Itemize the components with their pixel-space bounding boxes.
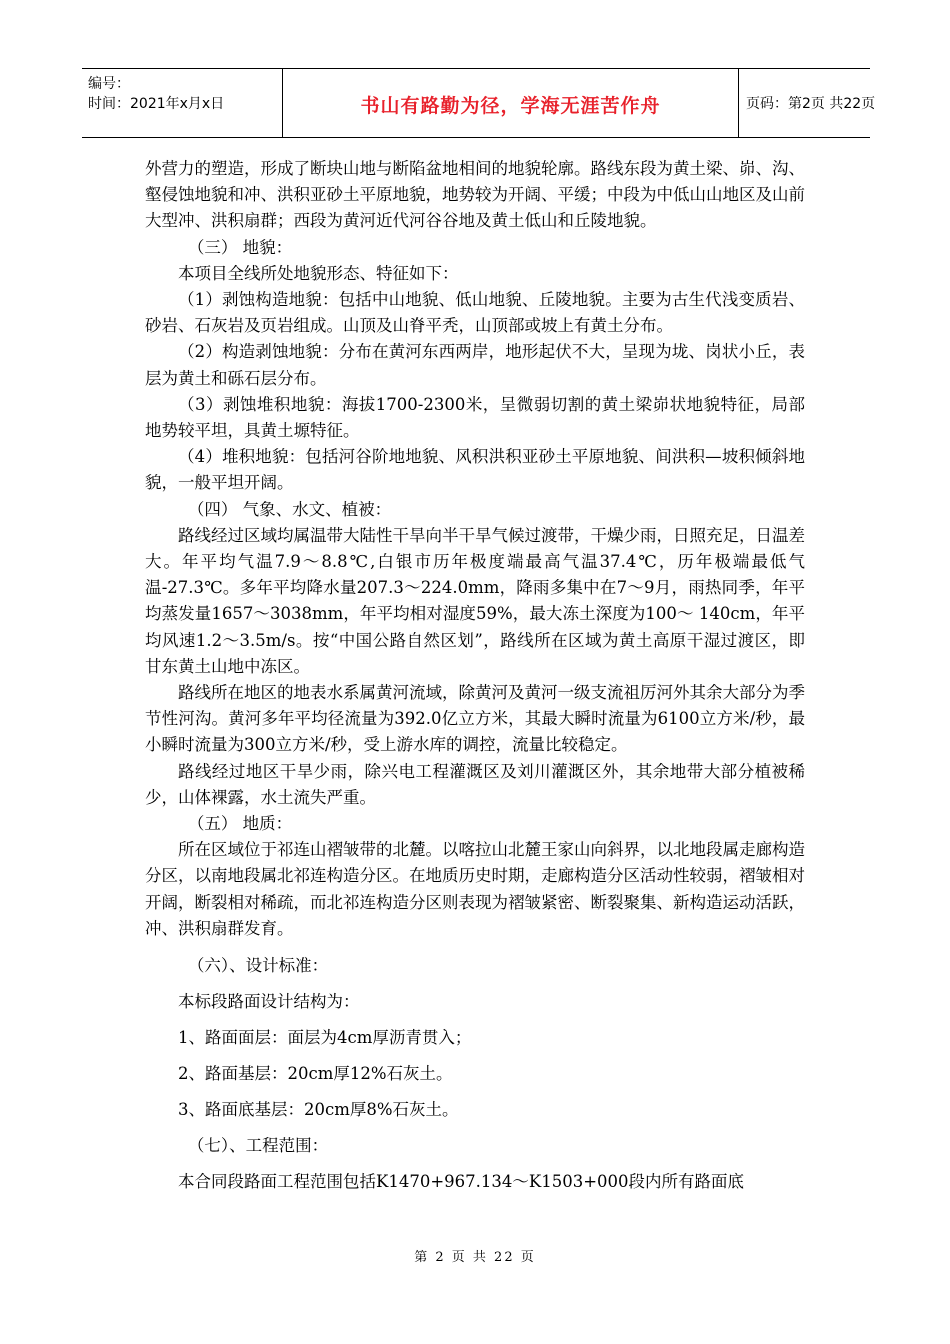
header-motto: 书山有路勤为径，学海无涯苦作舟: [360, 95, 661, 117]
paragraph: 路线所在地区的地表水系属黄河流域，除黄河及黄河一级支流祖厉河外其余大部分为季节性河沟。黄河多年平均径流量为392.0亿立方米，其最大瞬时流量为6100立方米/秒，最小瞬时流量为300立方米/秒，受上游水库的调控，流量比较稳定。: [145, 683, 805, 755]
document-time-label: 时间：2021年x月x日: [88, 96, 225, 112]
list-item: 2、路面基层：20cm厚12%石灰土。: [178, 1064, 453, 1084]
paragraph: （2）构造剥蚀地貌：分布在黄河东西两岸，地形起伏不大，呈现为垅、岗状小丘，表层为黄土和砾石层分布。: [145, 342, 805, 388]
page-footer: 第 2 页 共 22 页: [414, 1250, 536, 1265]
list-item: 3、路面底基层：20cm厚8%石灰土。: [178, 1100, 459, 1120]
paragraph: 外营力的塑造，形成了断块山地与断陷盆地相间的地貌轮廓。路线东段为黄土梁、峁、沟、壑侵蚀地貌和冲、洪积亚砂土平原地貌，地势较为开阔、平缓；中段为中低山山地区及山前大型冲、洪积扇群；西段为黄河近代河谷谷地及黄土低山和丘陵地貌。: [145, 159, 805, 231]
paragraph: （3）剥蚀堆积地貌：海拔1700-2300米，呈微弱切割的黄土梁峁状地貌特征，局部地势较平坦，具黄土塬特征。: [145, 394, 805, 441]
paragraph: （4）堆积地貌：包括河谷阶地地貌、风积洪积亚砂土平原地貌、间洪积—坡积倾斜地貌，一般平坦开阔。: [145, 447, 805, 493]
paragraph: 本合同段路面工程范围包括K1470+967.134～K1503+000段内所有路面底: [178, 1172, 745, 1192]
page-header: [82, 68, 876, 138]
header-page-code: 页码：第2页 共22页: [746, 96, 876, 112]
list-item: 1、路面面层：面层为4cm厚沥青贯入；: [178, 1028, 472, 1048]
section-heading: （三） 地貌：: [187, 237, 293, 257]
section-heading: （五） 地质：: [187, 814, 293, 834]
paragraph: 本标段路面设计结构为：: [178, 992, 360, 1012]
paragraph: （1）剥蚀构造地貌：包括中山地貌、低山地貌、丘陵地貌。主要为古生代浅变质岩、砂岩、石灰岩及页岩组成。山顶及山脊平秃，山顶部或坡上有黄土分布。: [145, 290, 805, 336]
section-heading: （七）、工程范围：: [187, 1136, 329, 1156]
document-body: [145, 156, 805, 1195]
paragraph: 路线经过地区干旱少雨，除兴电工程灌溉区及刘川灌溉区外，其余地带大部分植被稀少，山体裸露，水土流失严重。: [145, 761, 805, 807]
header-page-cell: [738, 69, 876, 137]
paragraph: 路线经过区域均属温带大陆性干旱向半干旱气候过渡带，干燥少雨，日照充足，日温差大。年平均气温7.9～8.8℃,白银市历年极度端最高气温37.4℃，历年极端最低气温-27.3℃。多年平均降水量207.3～224.0mm，降雨多集中在7～9月，雨热同季，年平均蒸发量1657～3038mm，年平均相对湿度59%，最大冻土深度为100～ 140cm，年平均风速1.2～3.5m/s。按“中国公路自然区划”，路线所在区域为黄土高原干湿过渡区，即甘东黄土山地中冻区。: [145, 525, 805, 676]
paragraph: 本项目全线所处地貌形态、特征如下：: [178, 263, 459, 283]
section-heading: （四） 气象、水文、植被：: [187, 499, 392, 519]
section-heading: （六）、设计标准：: [187, 956, 329, 976]
document-number-label: 编号：: [88, 76, 130, 92]
paragraph: 所在区域位于祁连山褶皱带的北麓。以喀拉山北麓王家山向斜界，以北地段属走廊构造分区，以南地段属北祁连构造分区。在地质历史时期，走廊构造分区活动性较弱，褶皱相对开阔，断裂相对稀疏，而北祁连构造分区则表现为褶皱紧密、断裂聚集、新构造运动活跃，冲、洪积扇群发育。: [145, 840, 805, 938]
header-motto-cell: [282, 69, 739, 137]
header-meta-cell: [82, 69, 282, 137]
